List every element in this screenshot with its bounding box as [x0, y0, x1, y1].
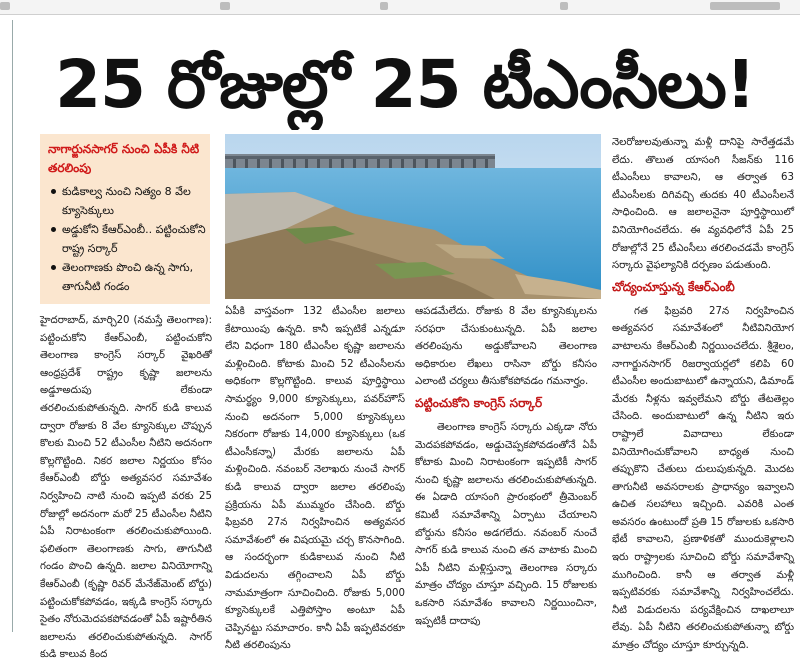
highlight-bullet [48, 220, 206, 258]
highlight-box-title: నాగార్జునసాగర్ నుంచి ఏపీకి నీటి తరలింపు [48, 142, 200, 175]
column-text: హైదరాబాద్, మార్చి20 (నమస్తే తెలంగాణ): పట్టించుకోని కేఆర్ఎంబీ, పట్టించుకోని తెలంగాణ కాంగ్రెస్ సర్కార్ వైఖరితో ఆంధ్రప్రదేశ్ రాష్ట్రం కృష్ణా జలాలను అడ్డూఅదుపు లేకుండా తరలించుకుపోతున్నది. సాగర్ కుడి కాలువ ద్వారా రోజుకు 8 వేల క్యూసెక్కుల చొప్పున కొలకు మించి 52 టీఎంసీల నీటిని అదనంగా కొల్లగొట్టింది. నికర జలాల నిర్ణయం కోసం కేఆర్ఎంబీ బోర్డు అత్యవసర సమావేశం నిర్వహించి నాటి నుంచి ఇప్పటి వరకు 25 రోజుల్లో అదనంగా మరో 25 టీఎంసీల నీటిని ఏపీ నిరాటంకంగా తరలించుకుపోయింది. ఫలితంగా తెలంగాణకు సాగు, తాగునీటి గండం పొంచి ఉన్నది. జలాల వినియోగాన్ని కేఆర్ఎంబీ (కృష్ణా రివర్ మేనేజ్‌మెంట్ బోర్డు) పట్టించుకోకపోవడం, ఇక్కడి కాంగ్రెస్ సర్కారు సైతం నోరుమెదపకపోవడంతో ఏపీ ఇష్టారీతిన జలాలను తరలించుకుపోతున్నది. సాగర్ కుడి కాలువ కింద [40, 315, 212, 661]
dam-photo-image [225, 134, 601, 299]
highlight-bullet-text: తెలంగాణకు పొంచి ఉన్న సాగు, తాగునీటి గండం [62, 261, 194, 293]
column-text: గత ఫిబ్రవరి 27న నిర్వహించిన అత్యవసర సమావేశంలో నీటివినియోగ వాటాలను కేఆర్ఎంబీ నిర్ణయించలేదు. శ్రీశైలం, నాగార్జునసాగర్ రిజర్వాయర్లలో కలిపి 60 టీఎంసీల అందుబాటులో ఉన్నాయని, డిమాండ్ మేరకు నీళ్లను ఇవ్వలేమని బోర్డు తేటతెల్లం చేసింది. అందుబాటులో ఉన్న నీటిని ఇరు రాష్ట్రాలే వివాదాలు లేకుండా వినియోగించుకోవాలని బాధ్యత నుంచి తప్పుకొని చేతులు దులుపుకున్నది. మొదట తాగునీటి అవసరాలకు ప్రాధాన్యం ఇవ్వాలని ఉచిత సలహాలు ఇచ్చింది. ఎవరికి ఎంత అవసరం ఉంటుందో ప్రతి 15 రోజులకు ఒకసారి భేటీ కావాలని, ప్రణాళికతో ముందుకెళ్లాలని ఇరు రాష్ట్రాలకు సూచించి బోర్డు సమావేశాన్ని ముగించింది. కానీ ఆ తర్వాత మళ్లీ ఇప్పటివరకు సమావేశాన్ని నిర్వహించలేదు. నీటి విడుదలను పర్యవేక్షించిన దాఖలాలూ లేవు. ఏపీ నీటిని తరలించుకుపోతున్నా బోర్డు మాత్రం చోద్యం చూస్తూ కూర్చున్నది. [612, 305, 794, 652]
article-column-3 [415, 303, 597, 630]
article-column-1 [40, 312, 212, 664]
headline: 25 రోజుల్లో 25 టీఎంసీలు! [55, 46, 755, 123]
highlight-bullet [48, 258, 206, 296]
dam-photo [225, 134, 601, 299]
column-text: ఏపీకి వాస్తవంగా 132 టీఎంసీల జలాలు కేటాయింపు ఉన్నది. కానీ ఇప్పటికే ఎన్నడూ లేని విధంగా 180 టీఎంసీల కృష్ణా జలాలను మళ్లించింది. కోటాకు మించి 52 టీఎంసీలను అధికంగా కొల్లగొట్టింది. కాలువ పూర్తిస్థాయి సామర్థ్యం 9,000 క్యూసెక్కులు, పవర్‌హౌస్ నుంచి అదనంగా 5,000 క్యూసెక్కులు నికరంగా రోజుకు 14,000 క్యూసెక్కులు (ఒక టీఎంసీకన్నా) మేరకు జలాలను ఏపీ మళ్లించింది. నవంబర్ నెలాఖరు నుంచే సాగర్ కుడి కాలువ ద్వారా జలాల తరలింపు ప్రక్రియను ఏపీ ముమ్మరం చేసింది. బోర్డు ఫిబ్రవరి 27న నిర్వహించిన అత్యవసర సమావేశంలో ఈ విషయమై చర్చ కొనసాగింది. ఆ సందర్భంగా కుడికాలువ నుంచి నీటి విడుదలను తగ్గించాలని ఏపీ బోర్డు నామమాత్రంగా సూచించింది. రోజుకు 5,000 క్యూసెక్కులకే ఎత్తిపోస్తాం అంటూ ఏపీ చెప్పినట్టు సమాచారం. కానీ ఏపీ ఇప్పటివరకూ నీటి తరలింపును [225, 306, 405, 652]
highlight-box [40, 134, 210, 304]
highlight-bullet-text: అడ్డుకోని కేఆర్ఎంబీ.. పట్టించుకోని రాష్ట్ర సర్కార్ [62, 223, 206, 255]
column-text: తెలంగాణ కాంగ్రెస్ సర్కారు ఎక్కడా నోరు మెదపకపోవడం, అడ్డుచెప్పకపోవడంతోనే ఏపీ కోటాకు మించి నిరాటంకంగా ఇప్పటికీ సాగర్ నుంచి కృష్ణా జలాలను తరలించుకుపోతున్నది. ఈ ఏడాది యాసంగి ప్రారంభంలో త్రీమెంబర్ కమిటీ సమావేశాన్ని ఏర్పాటు చేయాలని బోర్డును కనీసం అడగలేదు. నవంబర్ నుంచే సాగర్ కుడి కాలువ నుంచి తన వాటాకు మించి ఏపీ నీటిని మళ్లిస్తున్నా తెలంగాణ సర్కారు మాత్రం చోద్యం చూస్తూ వచ్చింది. 15 రోజులకు ఒకసారి సమావేశం కావాలని నిర్ణయించినా, ఇప్పటికీ దాదాపు [415, 421, 597, 627]
bullet-icon [51, 189, 56, 194]
column-text: ఆపడమేలేదు. రోజుకు 8 వేల క్యూసెక్కులను సరఫరా చేసుకుంటున్నది. ఏపీ జలాల తరలింపును అడ్డుకోవాలని తెలంగాణ అధికారుల లేఖలు రాసినా బోర్డు కనీసం ఎలాంటి చర్యలు తీసుకోకపోవడం గమనార్హం. [415, 306, 597, 388]
section-subhead: పట్టించుకోని కాంగ్రెస్ సర్కార్ [415, 395, 543, 410]
page-margin-rule [12, 20, 13, 632]
highlight-bullet-text: కుడికాల్వ నుంచి నిత్యం 8 వేల క్యూసెక్కులు [62, 185, 191, 217]
highlight-box-list [40, 182, 210, 296]
highlight-bullet [48, 182, 206, 220]
column-text: నెలరోజులవుతున్నా మళ్లీ దానిపై సారేత్తడమే లేదు. తొలుత యాసంగి సీజన్‌కు 116 టీఎంసీలు కావాలని, ఆ తర్వాత 63 టీఎంసీలకు దిగివచ్చి తుదకు 40 టీఎంసీలనే సాధించింది. ఆ జలాలనైనా పూర్తిస్థాయిలో వినియోగించలేదు. ఈ వ్యవధిలోనే ఏపీ 25 రోజుల్లోనే 25 టీఎంసీలు తరలించడమే కాంగ్రెస్ సర్కారు వైఫల్యానికి దర్పణం పడుతుంది. [612, 137, 794, 272]
top-toolbar [0, 0, 800, 15]
bullet-icon [51, 227, 56, 232]
bullet-icon [51, 265, 56, 270]
article-column-2 [225, 303, 405, 655]
section-subhead: చోద్యంచూస్తున్న కేఆర్ఎంబీ [612, 279, 735, 294]
article-column-4 [612, 134, 794, 655]
